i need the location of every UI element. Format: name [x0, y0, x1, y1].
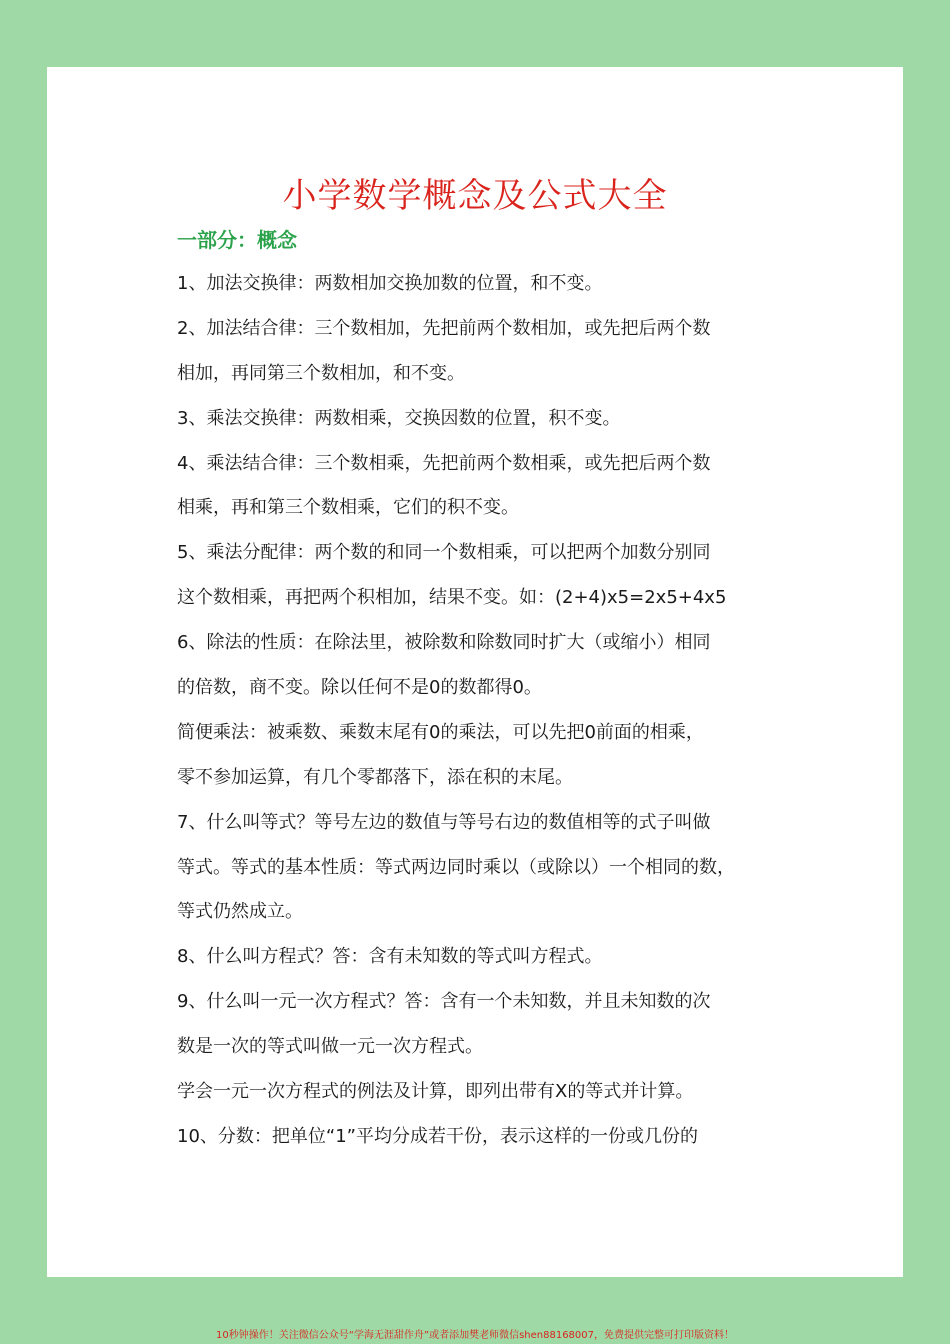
- document-body: [177, 262, 777, 1160]
- text-line: 1、加法交换律：两数相加交换加数的位置，和不变。: [177, 273, 603, 294]
- text-line: 等式。等式的基本性质：等式两边同时乘以（或除以）一个相同的数，: [177, 856, 735, 878]
- text-line: 4、乘法结合律：三个数相乘，先把前两个数相乘，或先把后两个数: [177, 452, 711, 474]
- text-line: 8、什么叫方程式？答：含有未知数的等式叫方程式。: [177, 946, 603, 968]
- text-line: 这个数相乘，再把两个积相加，结果不变。如：(2+4)x5=2x5+4x5: [177, 587, 727, 609]
- text-line: 等式仍然成立。: [177, 901, 303, 923]
- text-line: 相乘，再和第三个数相乘，它们的积不变。: [177, 497, 519, 519]
- text-line: 2、加法结合律：三个数相加，先把前两个数相加，或先把后两个数: [177, 317, 711, 339]
- text-line: 相加，再同第三个数相加，和不变。: [177, 362, 465, 384]
- text-line: 6、除法的性质：在除法里，被除数和除数同时扩大（或缩小）相同: [177, 632, 711, 654]
- text-line: 10、分数：把单位“1”平均分成若干份，表示这样的一份或几份的: [177, 1125, 699, 1147]
- page-title: 小学数学概念及公式大全: [282, 176, 668, 216]
- text-line: 7、什么叫等式？等号左边的数值与等号右边的数值相等的式子叫做: [177, 811, 711, 833]
- text-line: 5、乘法分配律：两个数的和同一个数相乘，可以把两个加数分别同: [177, 542, 711, 564]
- section-heading: 一部分：概念: [177, 228, 297, 252]
- text-line: 数是一次的等式叫做一元一次方程式。: [177, 1036, 483, 1058]
- text-line: 学会一元一次方程式的例法及计算，即列出带有X的等式并计算。: [177, 1081, 694, 1103]
- text-line: 3、乘法交换律：两数相乘，交换因数的位置，积不变。: [177, 407, 621, 429]
- text-line: 的倍数，商不变。除以任何不是0的数都得0。: [177, 677, 542, 699]
- text-line: 简便乘法：被乘数、乘数末尾有0的乘法，可以先把0前面的相乘，: [177, 721, 704, 743]
- text-line: 9、什么叫一元一次方程式？答：含有一个未知数，并且未知数的次: [177, 991, 711, 1013]
- text-line: 零不参加运算，有几个零都落下，添在积的末尾。: [177, 766, 573, 788]
- footer-promo-text: 10秒钟操作！关注微信公众号“学海无涯甜作舟”或者添加樊老师微信shen88168007，免费提供完整可打印版资料！: [215, 1330, 735, 1341]
